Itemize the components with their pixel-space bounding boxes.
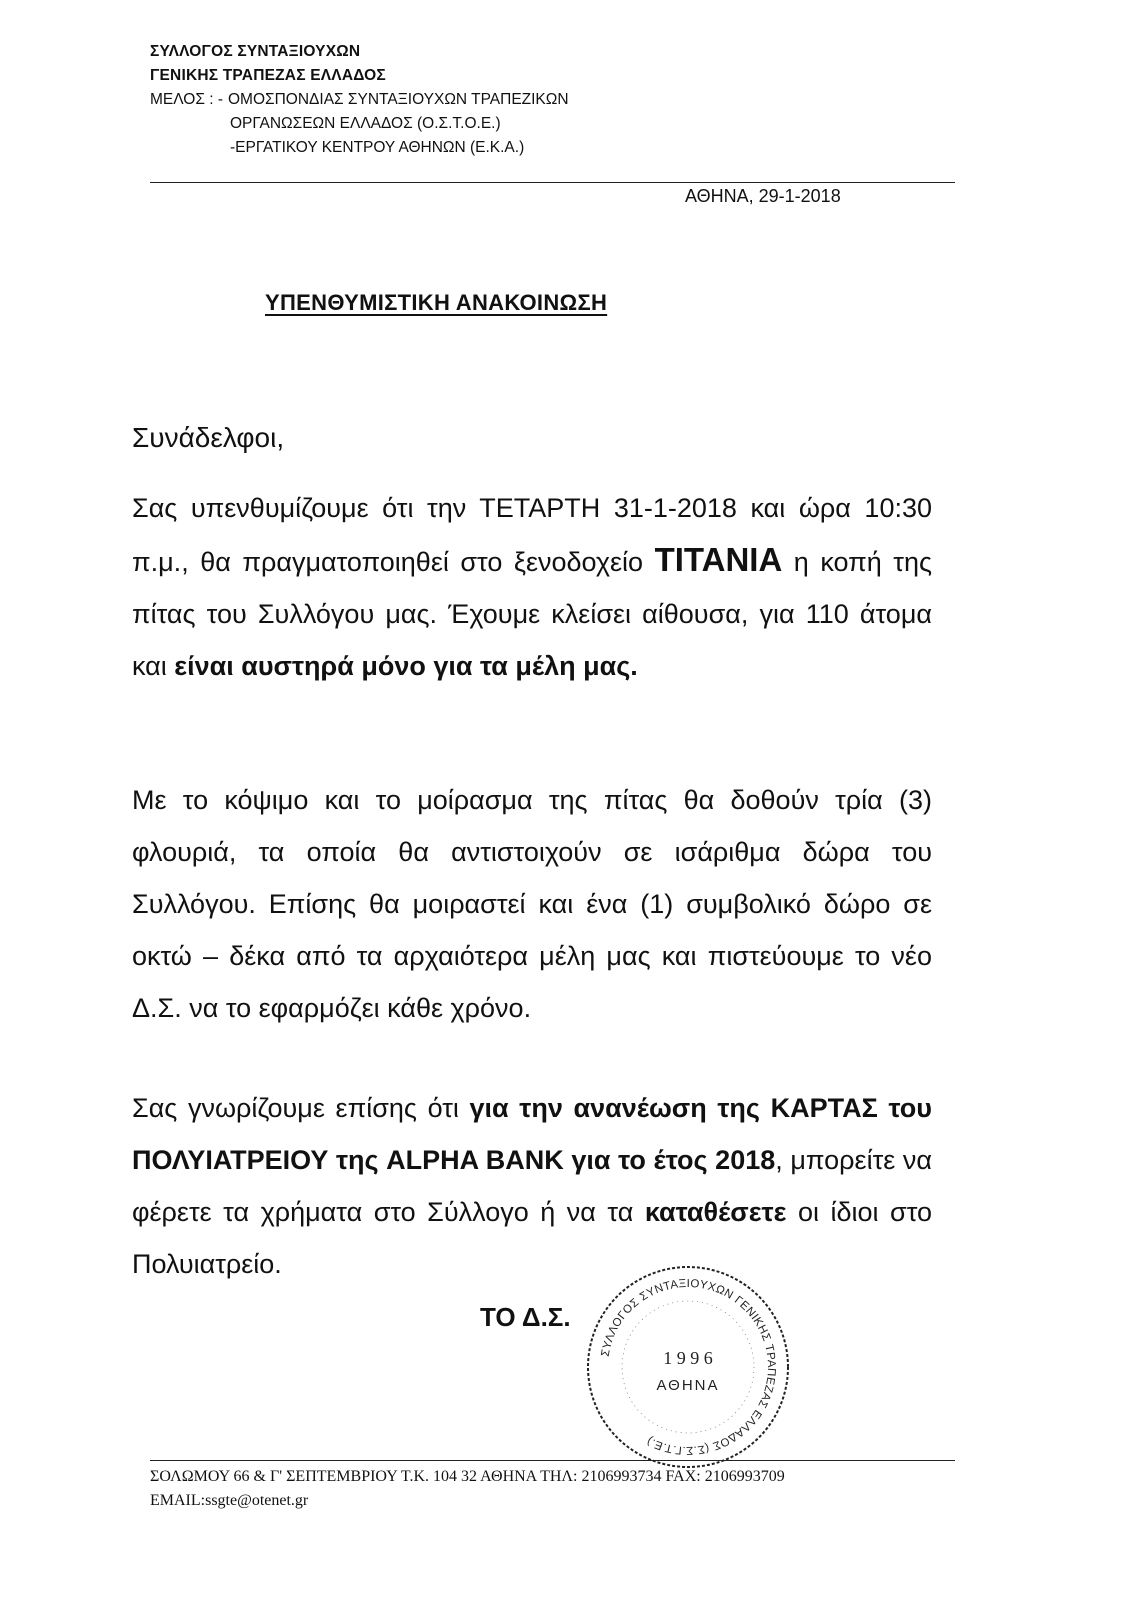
footer-email: EMAIL:ssgte@otenet.gr (150, 1492, 309, 1509)
footer-divider (150, 1460, 955, 1461)
association-stamp (583, 1262, 793, 1472)
paragraph-event-text2: η κοπή της πίτας του Συλλόγου μας. Έχουμε κλείσει αίθουσα, για 110 άτομα και (132, 547, 932, 681)
paragraph-card-text2: , μπορείτε να φέρετε τα χρήματα στο Σύλλογο ή να τα (132, 1145, 933, 1227)
paragraph-card-renewal (132, 1082, 932, 1290)
footer-address: ΣΟΛΩΜΟΥ 66 & Γ' ΣΕΠΤΕΜΒΡΙΟΥ Τ.Κ. 104 32 ΑΘΗΝΑ ΤΗΛ: 2106993734 FAX: 2106993709 (150, 1468, 785, 1485)
document-date: ΑΘΗΝΑ, 29-1-2018 (685, 186, 841, 206)
card-renewal-bold: για την ανανέωση της ΚΑΡΤΑΣ του ΠΟΛΥΙΑΤΡΕΙΟΥ της ALPHA BANK για το έτος 2018 (132, 1093, 932, 1175)
stamp-ring-text: ΣΥΛΛΟΓΟΣ ΣΥΝΤΑΞΙΟΥΧΩΝ ΓΕΝΙΚΗΣ ΤΡΑΠΕΖΑΣ ΕΛΛΑΔΟΣ (Σ.Σ.Γ.Τ.Ε.) (599, 1277, 778, 1457)
membership-line (150, 88, 569, 112)
header-divider (150, 182, 955, 183)
deposit-bold: καταθέσετε (644, 1197, 787, 1227)
members-only-notice: είναι αυστηρά μόνο για τα μέλη μας. (174, 651, 638, 681)
paragraph-event-text1: Σας υπενθυμίζουμε ότι την ΤΕΤΑΡΤΗ 31-1-2018 και ώρα 10:30 π.μ., θα πραγματοποιηθεί στο ξενοδοχείο (132, 493, 932, 577)
paragraph-card-text1: Σας γνωρίζουμε επίσης ότι (132, 1093, 470, 1123)
org-name-line1: ΣΥΛΛΟΓΟΣ ΣΥΝΤΑΞΙΟΥΧΩΝ (150, 43, 361, 60)
stamp-year: 1 9 9 6 (663, 1348, 713, 1368)
paragraph-card-text3: οι ίδιοι στο Πολυιατρείο. (132, 1197, 932, 1279)
paragraph-event (132, 482, 932, 692)
letterhead (150, 40, 569, 160)
membership-labor-center: -ΕΡΓΑΤΙΚΟΥ ΚΕΝΤΡΟΥ ΑΘΗΝΩΝ (Ε.Κ.Α.) (230, 139, 525, 156)
membership-federation-cont: ΟΡΓΑΝΩΣΕΩΝ ΕΛΛΑΔΟΣ (Ο.Σ.Τ.Ο.Ε.) (230, 115, 501, 132)
stamp-city: ΑΘΗΝΑ (656, 1377, 720, 1394)
membership-federation: ΟΜΟΣΠΟΝΔΙΑΣ ΣΥΝΤΑΞΙΟΥΧΩΝ ΤΡΑΠΕΖΙΚΩΝ (228, 91, 569, 108)
salutation: Συνάδελφοι, (132, 422, 285, 453)
membership-prefix: ΜΕΛΟΣ : - (150, 91, 223, 108)
org-name-line2: ΓΕΝΙΚΗΣ ΤΡΑΠΕΖΑΣ ΕΛΛΑΔΟΣ (150, 67, 386, 84)
document-title: ΥΠΕΝΘΥΜΙΣΤΙΚΗ ΑΝΑΚΟΙΝΩΣΗ (265, 290, 608, 315)
footer-contact (150, 1465, 785, 1513)
hotel-name: ΤΙΤΑΝΙΑ (654, 541, 783, 578)
signature-board: ΤΟ Δ.Σ. (480, 1302, 571, 1332)
paragraph-gifts: Με το κόψιμο και το μοίρασμα της πίτας θα δοθούν τρία (3) φλουριά, τα οποία θα αντιστοιχούν σε ισάριθμα δώρα του Συλλόγου. Επίσης θα μοιραστεί και ένα (1) συμβολικό δώρο σε οκτώ – δέκα από τα αρχαιότερα μέλη μας και πιστεύουμε το νέο Δ.Σ. να το εφαρμόζει κάθε χρόνο. (132, 785, 932, 1023)
